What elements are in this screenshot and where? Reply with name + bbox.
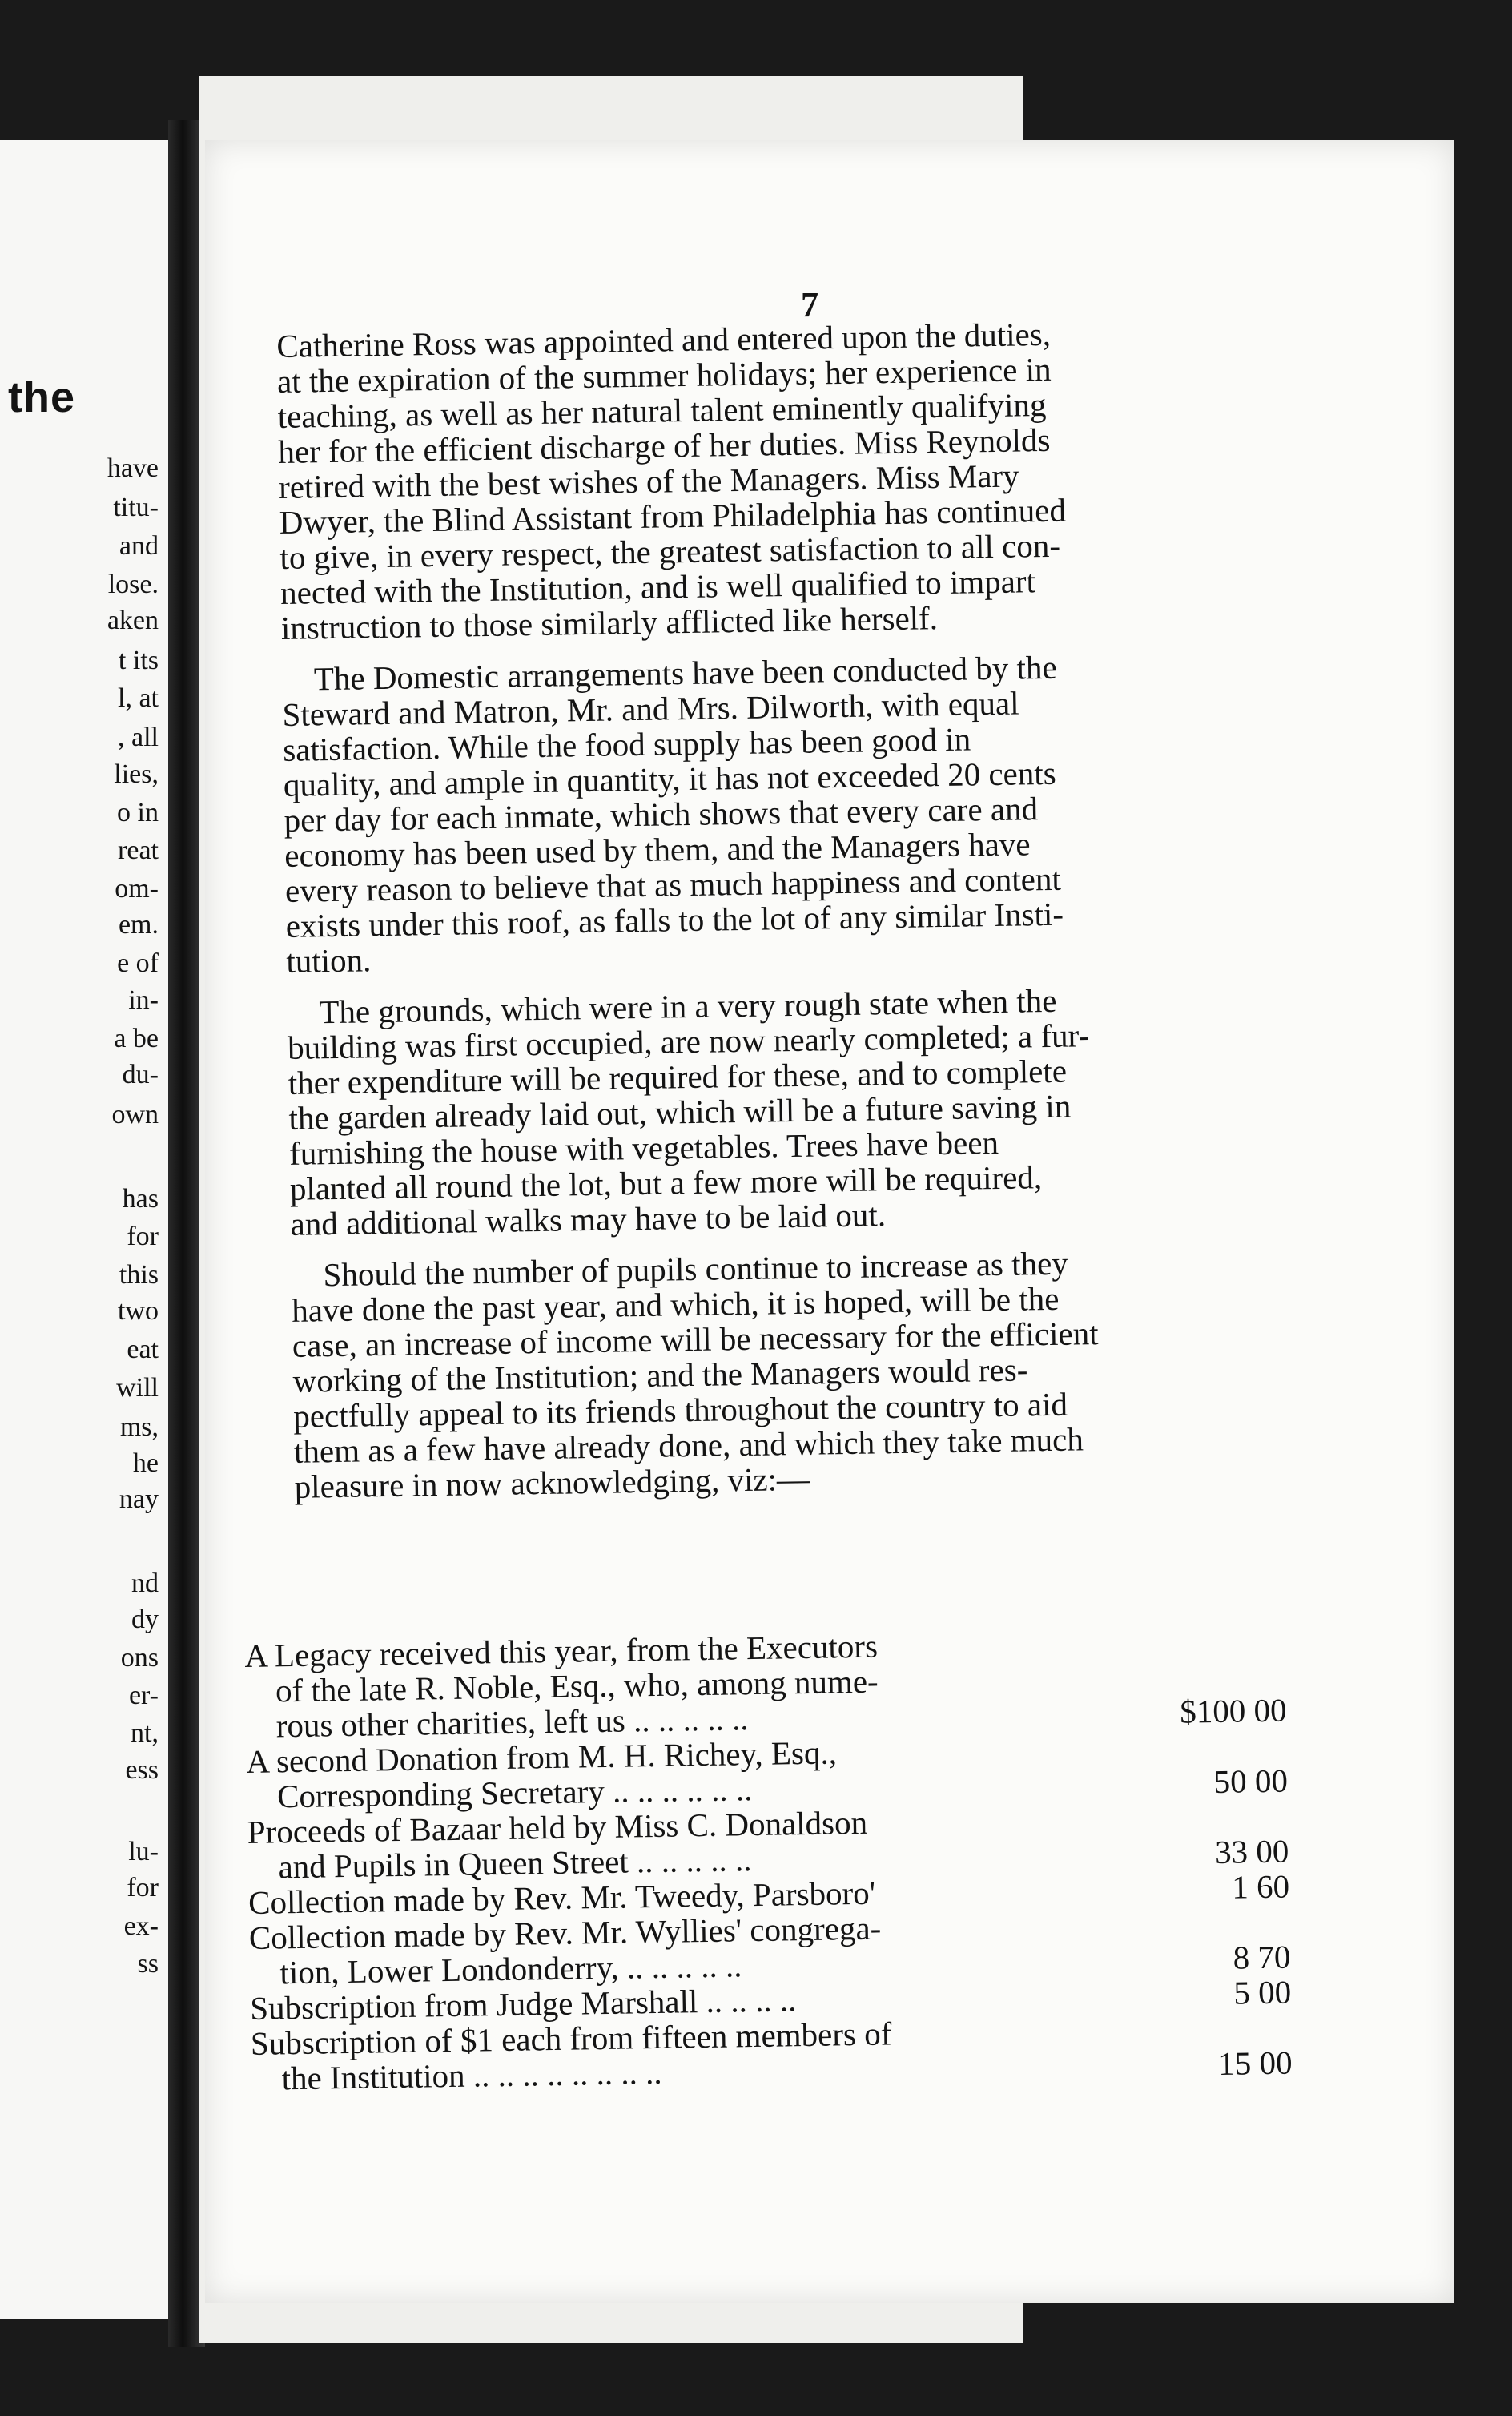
donation-text: of the late R. Noble, Esq., who, among nume-	[275, 1662, 879, 1709]
left-page-line: two	[118, 1296, 159, 1326]
left-page-line: own	[111, 1100, 159, 1129]
left-page-line: e of	[117, 948, 159, 978]
donation-entry	[244, 1622, 1287, 1744]
left-page-line: lu-	[128, 1837, 159, 1866]
text-line: quality, and ample in quantity, it has not exceeded 20 cents	[283, 754, 1056, 803]
paragraph	[276, 312, 1322, 646]
donation-text: Collection made by Rev. Mr. Wyllies' congrega-	[248, 1909, 882, 1956]
text-line: exists under this roof, as falls to the lot of any similar Insti-	[285, 895, 1064, 944]
left-page-line: l, at	[118, 683, 159, 713]
left-page-line: nay	[119, 1484, 159, 1514]
left-page-line: for	[127, 1873, 159, 1903]
text-line: The grounds, which were in a very rough state when the	[319, 981, 1057, 1031]
donation-amount: 15 00	[1217, 2044, 1293, 2082]
page-number: 7	[801, 285, 818, 324]
text-line: to give, in every respect, the greatest satisfaction to all con-	[279, 526, 1061, 576]
left-page-line: o in	[117, 798, 159, 827]
left-page-fragment	[0, 140, 168, 2319]
paragraph	[282, 646, 1328, 979]
text-line: at the expiration of the summer holidays; her experience in	[276, 350, 1052, 400]
donation-amount: 50 00	[1213, 1762, 1289, 1801]
donation-amount: 1 60	[1231, 1867, 1290, 1906]
text-line: teaching, as well as her natural talent eminently qualifying	[277, 385, 1047, 435]
left-page-line: titu-	[113, 493, 159, 522]
left-page-line: , all	[118, 723, 159, 752]
donation-text: Collection made by Rev. Mr. Tweedy, Parsboro'	[247, 1874, 876, 1921]
left-page-line: eat	[127, 1335, 159, 1364]
donation-text: Proceeds of Bazaar held by Miss C. Donaldson	[247, 1803, 868, 1850]
donation-text: tion, Lower Londonderry, .. .. .. .. ..	[279, 1947, 742, 1991]
donation-text: A second Donation from M. H. Richey, Esq.,	[246, 1733, 838, 1780]
paragraph	[291, 1241, 1336, 1504]
text-line: retired with the best wishes of the Managers. Miss Mary	[278, 457, 1019, 505]
text-line: per day for each inmate, which shows that every care and	[284, 790, 1039, 839]
left-page-line: ess	[125, 1755, 159, 1785]
left-page-line: he	[132, 1448, 159, 1478]
text-line: instruction to those similarly afflicted like herself.	[280, 599, 939, 646]
donation-amount: 33 00	[1214, 1832, 1289, 1870]
donation-amount: 8 70	[1233, 1938, 1291, 1976]
left-page-line: this	[119, 1260, 159, 1290]
text-line: satisfaction. While the food supply has been good in	[282, 720, 971, 768]
left-page-line: du-	[122, 1060, 159, 1089]
text-line: tution.	[286, 941, 372, 980]
donation-text: Subscription of $1 each from fifteen members of	[250, 2015, 892, 2062]
text-line: economy has been used by them, and the Managers have	[284, 825, 1031, 874]
left-page-line: ex-	[123, 1911, 159, 1941]
left-page-heading: the	[8, 373, 75, 421]
text-line: Should the number of pupils continue to increase as they	[323, 1244, 1069, 1294]
text-line: ther expenditure will be required for these, and to complete	[288, 1052, 1068, 1101]
text-line: her for the efficient discharge of her duties. Miss Reynolds	[278, 421, 1051, 470]
left-page-line: reat	[118, 836, 159, 865]
text-line: nected with the Institution, and is well qualified to impart	[279, 562, 1036, 611]
left-page-line: dy	[131, 1605, 159, 1634]
left-page-line: aken	[107, 606, 159, 635]
left-page-line: lose.	[107, 570, 159, 599]
left-page-line: em.	[118, 910, 159, 940]
left-page-line: nd	[131, 1568, 159, 1598]
donation-text: rous other charities, left us .. .. .. .. ..	[275, 1700, 749, 1745]
text-line: pleasure in now acknowledging, viz:—	[294, 1460, 810, 1505]
text-line: Catherine Ross was appointed and entered upon the duties,	[275, 315, 1052, 364]
donation-amount: 5 00	[1233, 1973, 1292, 2011]
donation-text: A Legacy received this year, from the Executors	[243, 1627, 879, 1674]
donation-text: Subscription from Judge Marshall .. .. .. ..	[249, 1981, 797, 2027]
text-line: the garden already laid out, which will be a future saving in	[288, 1087, 1072, 1137]
text-line: Steward and Matron, Mr. and Mrs. Dilworth, with equal	[282, 684, 1019, 733]
left-page-line: and	[119, 531, 159, 561]
text-line: planted all round the lot, but a few more will be required,	[289, 1158, 1043, 1207]
text-line: Dwyer, the Blind Assistant from Philadelphia has continued	[279, 491, 1067, 541]
text-line: case, an increase of income will be necessary for the efficient	[292, 1315, 1099, 1364]
left-page-line: will	[116, 1373, 159, 1403]
text-line: every reason to believe that as much happiness and content	[284, 860, 1062, 909]
left-page-line: ms,	[119, 1412, 159, 1442]
text-line: have done the past year, and which, it is hoped, will be the	[291, 1279, 1060, 1329]
donation-list	[244, 1622, 1293, 2096]
text-line: and additional walks may have to be laid out.	[290, 1196, 887, 1242]
left-page-line: lies,	[114, 759, 159, 789]
left-page-line: in-	[128, 985, 159, 1015]
donation-text: the Institution .. .. .. .. .. .. .. ..	[281, 2053, 662, 2097]
donation-amount: $100 00	[1179, 1691, 1287, 1730]
left-page-line: er-	[128, 1681, 159, 1710]
left-page-line: has	[122, 1184, 159, 1214]
text-line: pectfully appeal to its friends throughout the country to aid	[292, 1385, 1068, 1435]
left-page-line: for	[127, 1222, 159, 1251]
text-line: working of the Institution; and the Managers would res-	[292, 1351, 1028, 1399]
left-page-line: ons	[120, 1643, 159, 1673]
text-line: furnishing the house with vegetables. Trees have been	[288, 1123, 999, 1172]
left-page-line: om-	[115, 874, 159, 904]
left-page-line: ss	[137, 1949, 159, 1979]
left-page-line: t its	[118, 646, 159, 675]
body-text	[276, 312, 1336, 1504]
left-page-line: have	[107, 453, 159, 483]
text-line: building was first occupied, are now nearly completed; a fur-	[287, 1017, 1090, 1066]
left-page-line: a be	[114, 1024, 159, 1053]
donation-text: Corresponding Secretary .. .. .. .. .. ..	[276, 1770, 753, 1815]
donation-text: and Pupils in Queen Street .. .. .. .. ..	[278, 1841, 752, 1886]
paragraph	[287, 978, 1332, 1241]
left-page-line: nt,	[131, 1718, 159, 1748]
text-line: The Domestic arrangements have been conducted by the	[313, 648, 1057, 698]
text-line: them as a few have already done, and which they take much	[293, 1420, 1084, 1470]
